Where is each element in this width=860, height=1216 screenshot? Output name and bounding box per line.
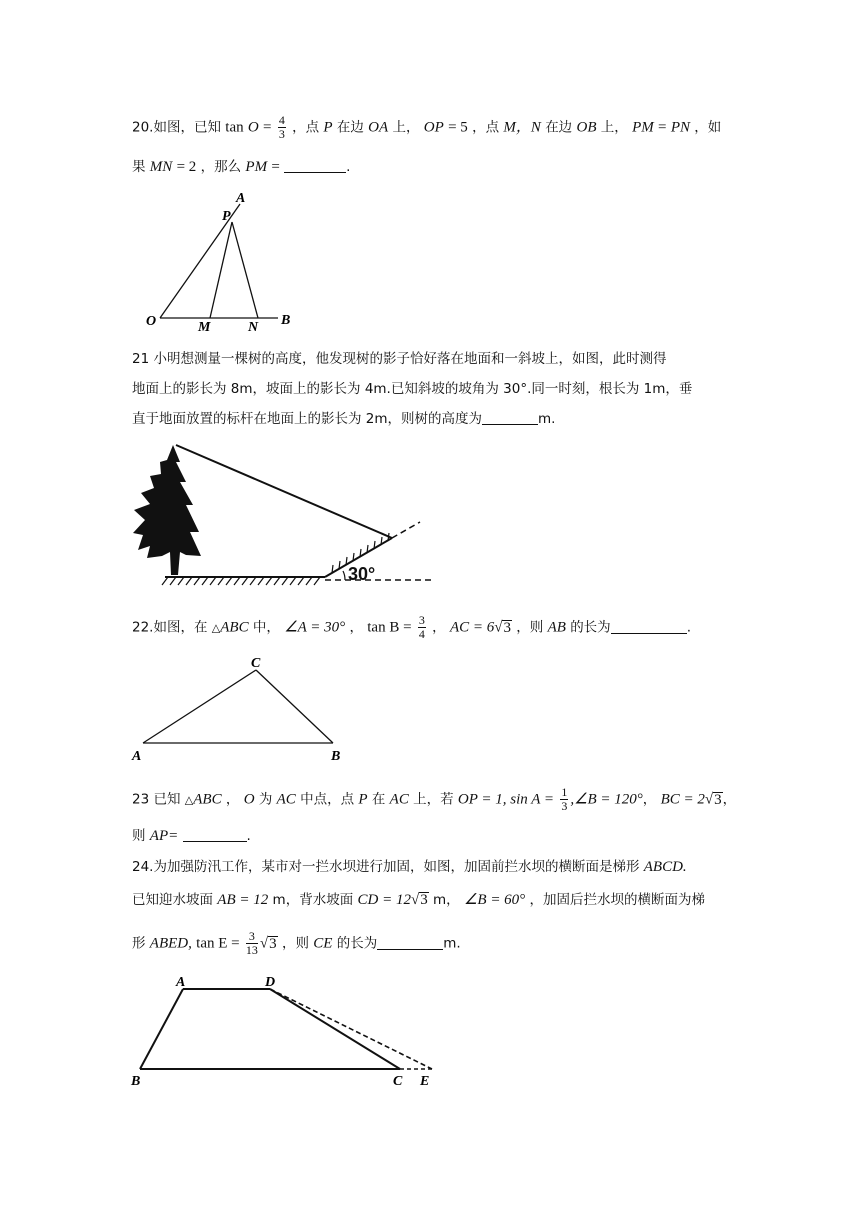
angle-arc xyxy=(343,571,345,580)
math-var: MN xyxy=(149,159,173,175)
math-var: ABC xyxy=(193,791,222,808)
denominator: 3 xyxy=(561,799,568,813)
math-var: OA xyxy=(368,119,389,136)
label-O: O xyxy=(146,314,157,329)
angle-label: 30° xyxy=(348,564,376,584)
segment-PN xyxy=(232,222,258,318)
text: 24.为加强防汛工作，某市对一拦水坝进行加固，如图，加固前拦水坝的横断面是梯形 xyxy=(132,859,640,875)
text: 21 小明想测量一棵树的高度，他发现树的影子恰好落在地面和一斜坡上，如图，此时测得 xyxy=(132,351,667,367)
radicand: 3 xyxy=(714,791,722,808)
text: ， xyxy=(432,619,446,636)
text: m，背水坡面 xyxy=(272,892,354,908)
text: m. xyxy=(443,935,461,952)
text: ， xyxy=(225,791,240,808)
triangle-symbol: △ xyxy=(184,794,194,807)
label-M: M xyxy=(198,320,211,335)
math-var: ABCD. xyxy=(643,859,687,875)
text: 22.如图，在 xyxy=(132,619,208,636)
radicand: 3 xyxy=(503,619,511,636)
figure-22 xyxy=(143,670,333,743)
text: ，如 xyxy=(694,119,722,136)
label-B: B xyxy=(131,1074,141,1089)
label-C: C xyxy=(251,656,261,671)
text: . xyxy=(246,828,251,844)
text: 果 xyxy=(132,159,146,175)
sqrt-symbol: √ xyxy=(494,619,503,636)
figure-24 xyxy=(140,989,432,1069)
text: ，则 xyxy=(281,935,309,952)
math-val: = 5 xyxy=(448,119,468,136)
text: ， xyxy=(349,619,363,636)
math-var: ABED, xyxy=(149,935,192,952)
label-A: A xyxy=(176,975,186,990)
text: 上， xyxy=(392,119,420,136)
segment-AB xyxy=(140,989,183,1069)
math-var: P xyxy=(358,791,368,808)
text: 地面上的影长为 8m，坡面上的影长为 4m.已知斜坡的坡角为 30°.同一时刻，根长为 1m，垂 xyxy=(132,381,693,397)
math-var: AC xyxy=(276,791,296,808)
text: 形 xyxy=(132,935,146,952)
math-expr: CD = 12 xyxy=(357,892,411,908)
math-var: CE xyxy=(313,935,333,952)
segment-PM xyxy=(210,222,232,318)
label-B: B xyxy=(331,749,341,764)
text: ，点 xyxy=(292,119,320,136)
denominator: 13 xyxy=(245,943,258,957)
label-A: A xyxy=(236,191,246,206)
text: 的长为 xyxy=(570,619,611,636)
slope-dashed xyxy=(392,522,420,538)
radicand: 3 xyxy=(269,935,277,952)
segment-DE-dashed xyxy=(270,989,432,1069)
math-expr: ∠B = 60° xyxy=(463,892,526,908)
text: ，加固后拦水坝的横断面为梯 xyxy=(529,892,705,908)
text: ，那么 xyxy=(200,159,242,175)
text: 上，若 xyxy=(413,791,454,808)
numerator: 3 xyxy=(246,930,258,944)
math-expr: OP = 1, sin A = xyxy=(457,791,555,808)
text: 的长为 xyxy=(336,935,378,952)
math-var: OB xyxy=(576,119,597,136)
numerator: 4 xyxy=(278,113,285,127)
text: 在 xyxy=(371,791,386,808)
math-var: AB xyxy=(547,619,566,636)
math-var: OP xyxy=(423,119,444,136)
text: m. xyxy=(538,411,556,427)
math-expr: AC = 6 xyxy=(449,619,495,636)
math-var: PN xyxy=(670,119,690,136)
text: 已知迎水坡面 xyxy=(132,892,213,908)
radicand: 3 xyxy=(420,892,428,908)
math-expr: tan E = xyxy=(196,935,240,952)
text: . xyxy=(686,619,691,636)
text: . xyxy=(346,159,351,175)
text: ， xyxy=(722,791,737,808)
label-B: B xyxy=(281,313,291,328)
math-var: M，N xyxy=(503,119,541,136)
figure-21 xyxy=(133,445,435,585)
math-expr: ,∠B = 120° xyxy=(570,791,643,808)
text: 23 已知 xyxy=(132,791,181,808)
denominator: 3 xyxy=(278,127,285,141)
label-D: D xyxy=(265,975,276,990)
math-expr: AB = 12 xyxy=(217,892,269,908)
math-var: O xyxy=(243,791,255,808)
figure-20 xyxy=(160,204,278,318)
text: ，则 xyxy=(516,619,544,636)
text: 中， xyxy=(252,619,280,636)
math-var: PM xyxy=(632,119,654,136)
label-A: A xyxy=(132,749,142,764)
text: 20.如图，已知 xyxy=(132,119,221,136)
math-expr: BC = 2 xyxy=(660,791,705,808)
text: ，点 xyxy=(472,119,500,136)
shadow-ray xyxy=(176,445,392,538)
math-var: AP= xyxy=(149,828,179,844)
segment-CB xyxy=(256,670,333,743)
math-var: O xyxy=(247,119,259,136)
text: 为 xyxy=(258,791,273,808)
text: 中点，点 xyxy=(300,791,355,808)
text: 在边 xyxy=(545,119,573,136)
math-var: ABC xyxy=(220,619,249,636)
label-N: N xyxy=(248,320,259,335)
text: 直于地面放置的标杆在地面上的影长为 2m，则树的高度为 xyxy=(132,411,483,427)
text: ， xyxy=(642,791,657,808)
math-eq: = xyxy=(658,119,667,136)
math-val: = 2 xyxy=(176,159,197,175)
text: m， xyxy=(433,892,460,908)
numerator: 3 xyxy=(418,613,425,627)
math-expr: ∠A = 30° xyxy=(284,619,346,636)
math-var: P xyxy=(323,119,333,136)
label-E: E xyxy=(420,1074,430,1089)
segment-DC xyxy=(270,989,400,1069)
math-tan: tan xyxy=(225,119,244,136)
denominator: 4 xyxy=(418,627,425,641)
sqrt-symbol: √ xyxy=(704,791,714,808)
math-eq: = xyxy=(271,159,280,175)
numerator: 1 xyxy=(561,785,568,799)
ground-hatch xyxy=(162,577,320,585)
segment-AC xyxy=(143,670,256,743)
text: 在边 xyxy=(336,119,364,136)
sqrt-symbol: √ xyxy=(410,892,420,908)
text: 上， xyxy=(600,119,628,136)
text: 则 xyxy=(132,828,146,844)
math-var: AC xyxy=(389,791,409,808)
triangle-symbol: △ xyxy=(211,622,221,635)
label-P: P xyxy=(222,209,231,224)
sqrt-symbol: √ xyxy=(259,935,269,952)
label-C: C xyxy=(393,1074,403,1089)
math-eq: = xyxy=(263,119,272,136)
math-var: PM xyxy=(245,159,268,175)
math-expr: tan B = xyxy=(367,619,412,636)
tree-icon xyxy=(133,445,201,575)
